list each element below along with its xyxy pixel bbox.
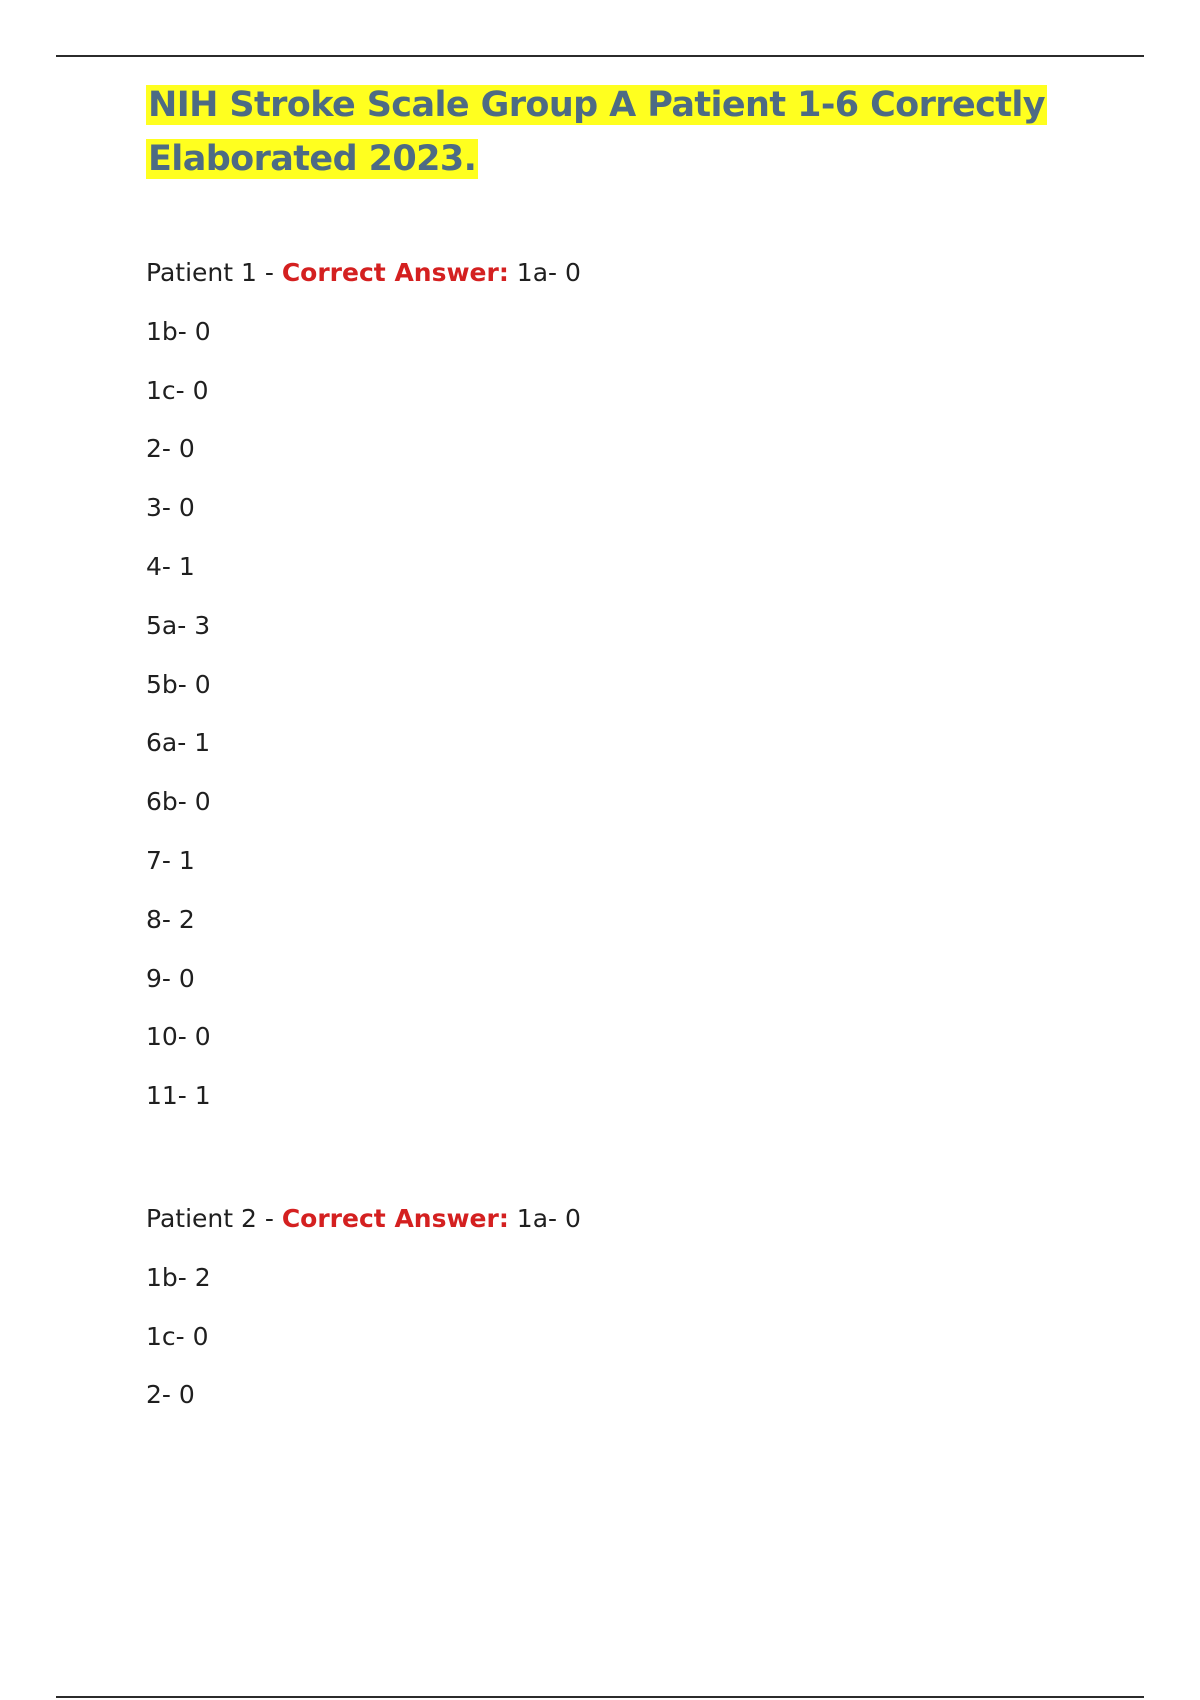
- first-answer-item: 1a- 0: [508, 258, 581, 287]
- answer-item: 5a- 3: [146, 610, 211, 640]
- document-title: [146, 78, 1106, 186]
- patient-1-section: [146, 244, 1106, 1126]
- first-answer-item: 1a- 0: [508, 1203, 581, 1233]
- bottom-divider: [56, 1696, 1144, 1698]
- patient-2-section: [146, 1190, 1106, 1425]
- answer-item: 4- 1: [146, 551, 195, 581]
- answer-item: 6b- 0: [146, 787, 211, 817]
- patient-1-header: [146, 244, 1106, 303]
- title-highlight: NIH Stroke Scale Group A Patient 1-6 Correctly Elaborated 2023.: [148, 85, 1045, 179]
- answer-item: 7- 1: [146, 845, 195, 875]
- answer-item: 2- 0: [146, 1380, 195, 1410]
- answer-item: 9- 0: [146, 963, 195, 993]
- answer-item: 1b- 2: [146, 1262, 211, 1292]
- answer-item: 10- 0: [146, 1022, 211, 1052]
- answer-item: 3- 0: [146, 493, 195, 523]
- answer-item: 5b- 0: [146, 669, 211, 699]
- correct-answer-label: Correct Answer:: [281, 1203, 509, 1233]
- answer-item: 8- 2: [146, 904, 195, 934]
- answer-item: 2- 0: [146, 434, 195, 464]
- patient-2-header: [146, 1190, 1106, 1249]
- answer-item: 1c- 0: [146, 1321, 209, 1351]
- patient-label: Patient 2 -: [146, 1203, 282, 1233]
- correct-answer-label: Correct Answer:: [281, 258, 509, 287]
- answer-item: 1b- 0: [146, 316, 211, 346]
- answer-item: 11- 1: [146, 1081, 211, 1111]
- document-body: [146, 78, 1106, 1425]
- patient-label: Patient 1 -: [146, 258, 282, 287]
- answer-item: 1c- 0: [146, 375, 209, 405]
- top-divider: [56, 55, 1144, 57]
- answer-item: 6a- 1: [146, 728, 211, 758]
